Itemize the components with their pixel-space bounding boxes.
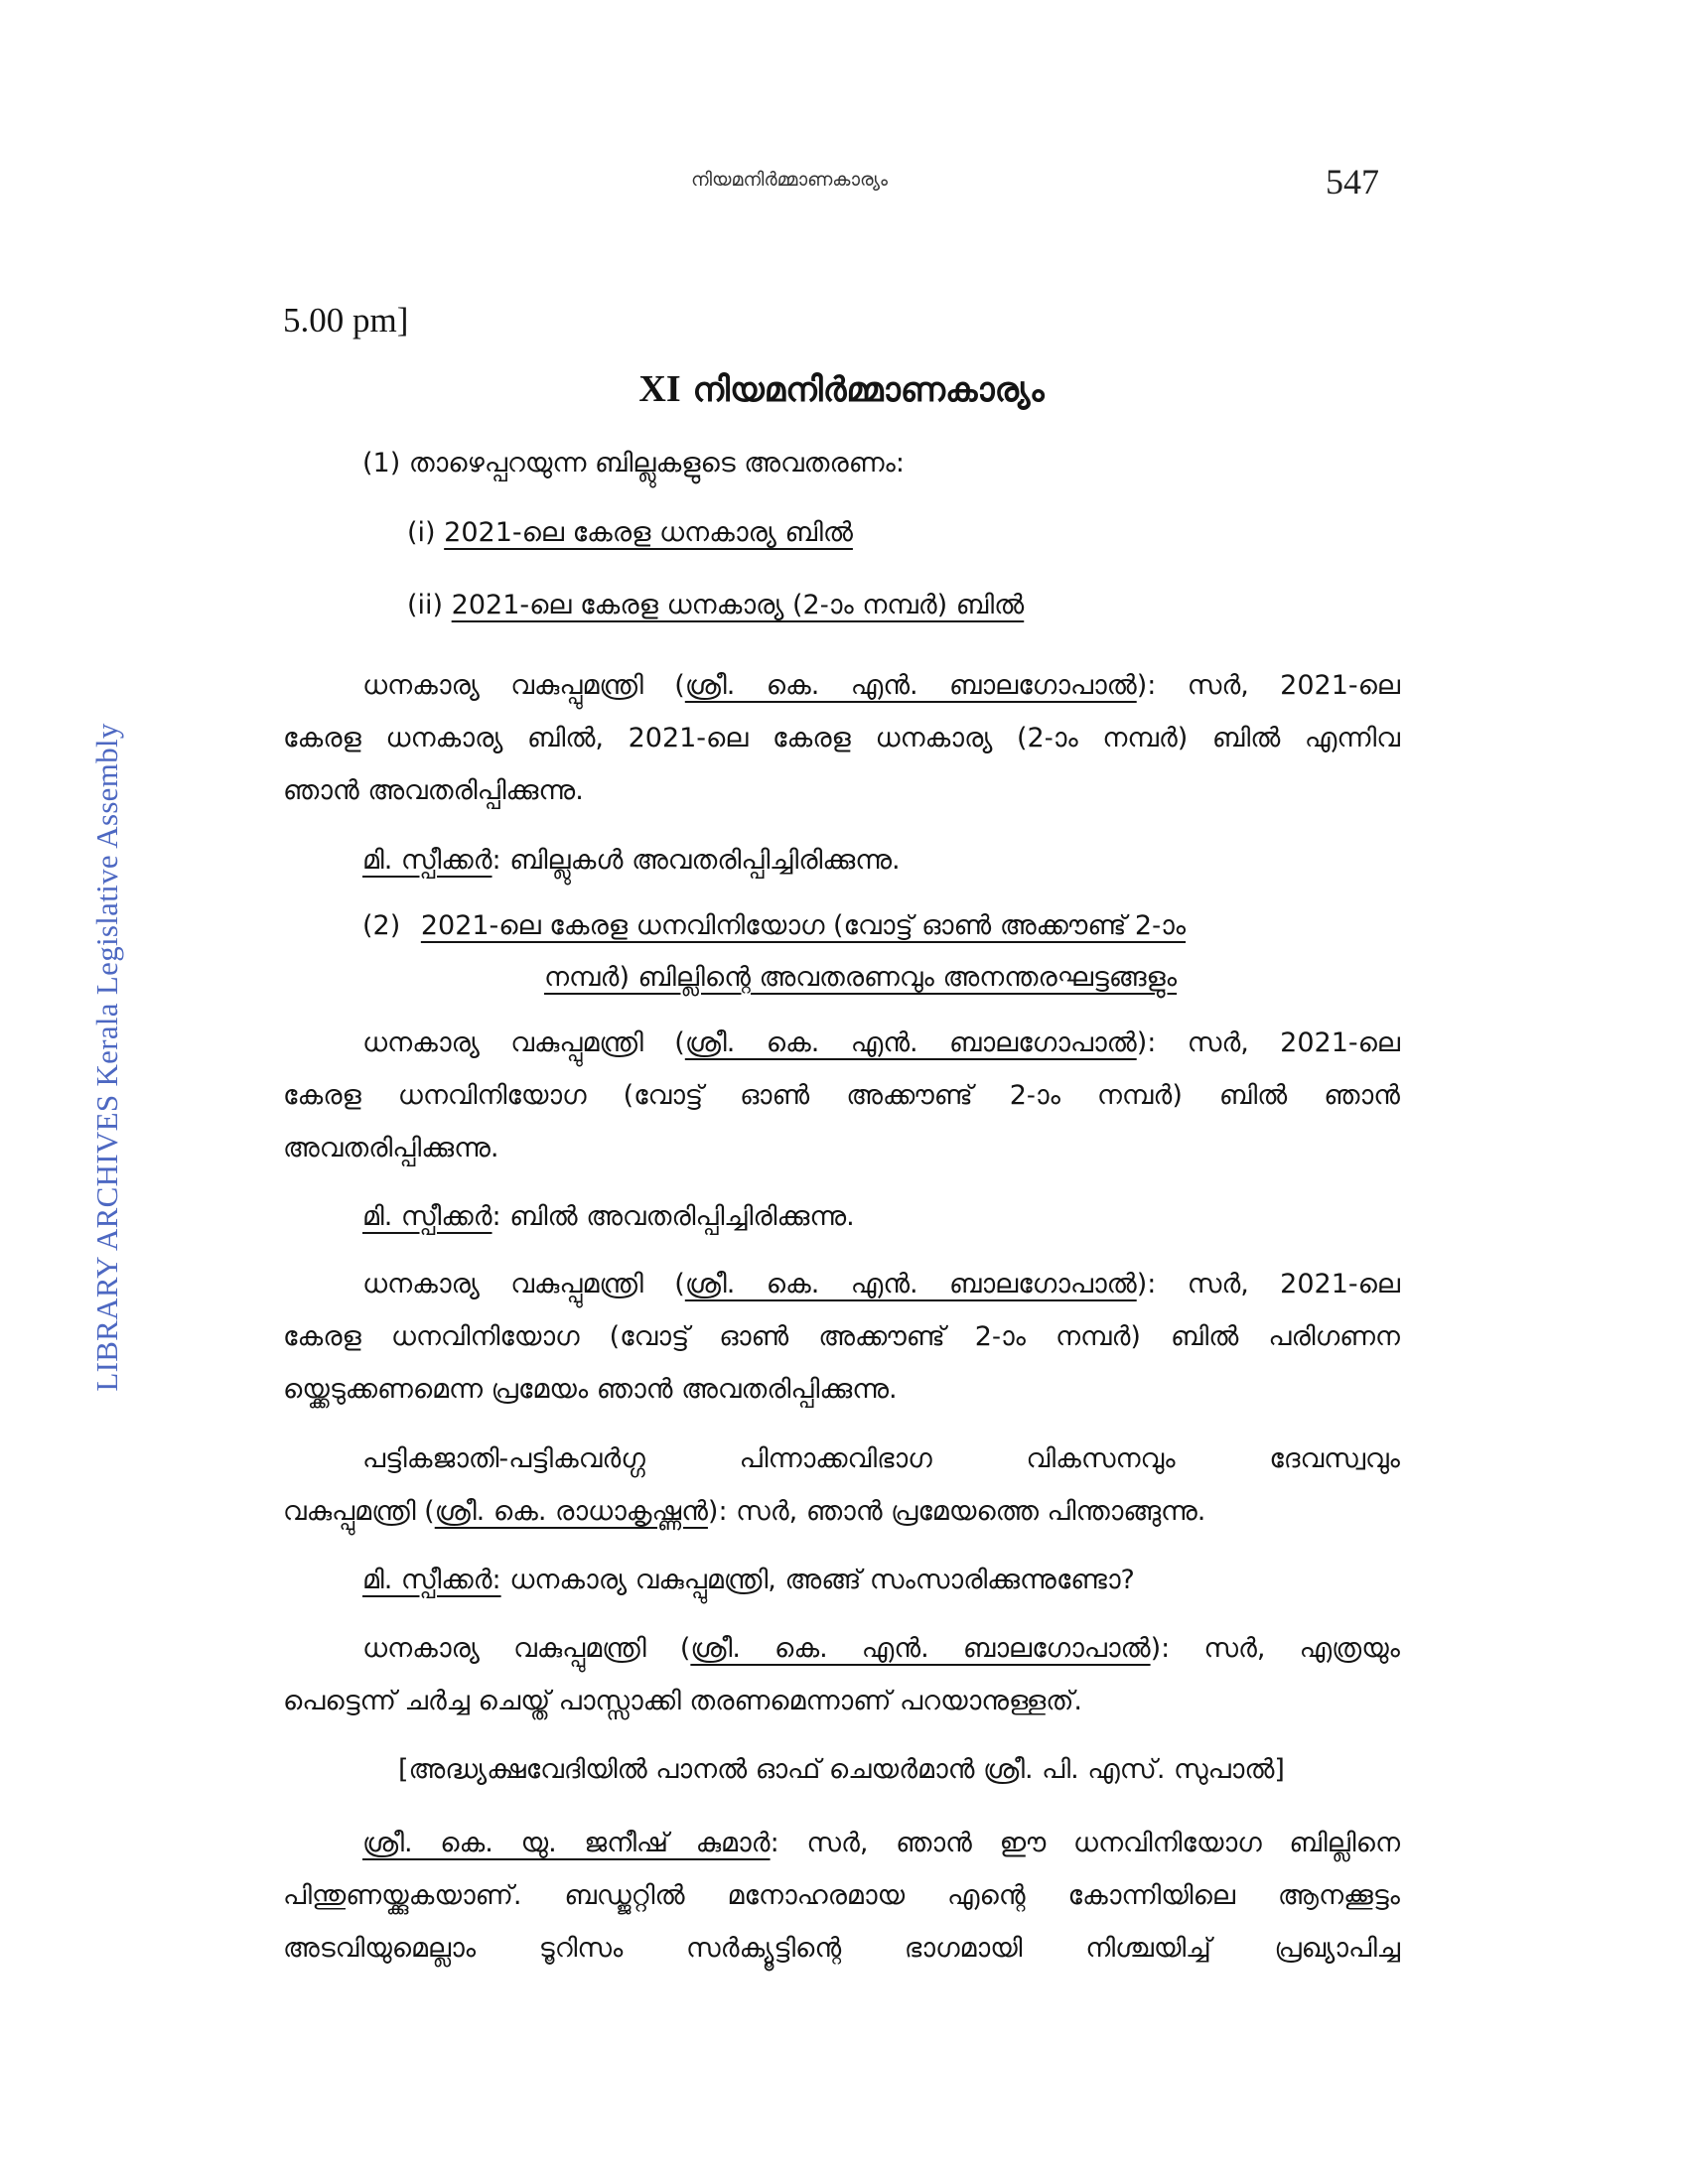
para2-speaker-name: ശ്രീ. കെ. എൻ. ബാലഗോപാൽ	[684, 1027, 1137, 1058]
item2-line2	[544, 951, 1400, 1005]
para4-line2	[283, 1485, 1400, 1539]
para5-speaker-name: ശ്രീ. കെ. എൻ. ബാലഗോപാൽ	[690, 1633, 1151, 1664]
item1-sub-i	[407, 506, 1400, 560]
item1-heading: (1) താഴെപ്പറയുന്ന ബില്ലുകളുടെ അവതരണം:	[362, 448, 905, 478]
sub-i-text: 2021-ലെ കേരള ധനകാര്യ ബിൽ	[444, 517, 853, 548]
para1-line2: കേരള ധനകാര്യ ബിൽ, 2021-ലെ കേരള ധനകാര്യ (2-ാം നമ്പർ) ബിൽ എന്നിവ	[283, 723, 1400, 753]
running-head: നിയമനിർമ്മാണകാര്യം	[691, 169, 888, 191]
para2-line2: കേരള ധനവിനിയോഗ (വോട്ട് ഓൺ അക്കൗണ്ട് 2-ാം നമ്പർ) ബിൽ ഞാൻ	[283, 1080, 1400, 1111]
page-number: 547	[1326, 162, 1379, 202]
para3-line1-rest: ): സർ, 2021-ലെ	[1136, 1269, 1401, 1299]
para1-line1-rest: ): സർ, 2021-ലെ	[1136, 670, 1401, 701]
para4-line1: പട്ടികജാതി-പട്ടികവർഗ്ഗ പിന്നാക്കവിഭാഗ വികസനവും ദേവസ്വവും	[362, 1443, 1400, 1474]
para1-speaker-name: ശ്രീ. കെ. എൻ. ബാലഗോപാൽ	[684, 670, 1137, 701]
speaker2-line	[362, 1190, 1400, 1244]
para3-line2: കേരള ധനവിനിയോഗ (വോട്ട് ഓൺ അക്കൗണ്ട് 2-ാം നമ്പർ) ബിൽ പരിഗണന	[283, 1321, 1400, 1352]
archive-watermark: LIBRARY ARCHIVES Kerala Legislative Assembly	[89, 723, 124, 1392]
para6-line2: പിന്തുണയ്ക്കുകയാണ്. ബഡ്ജറ്റിൽ മനോഹരമായ എന്റെ കോന്നിയിലെ ആനക്കൂട്ടം	[283, 1880, 1400, 1911]
para3-line3: യ്ക്കെടുക്കണമെന്ന പ്രമേയം ഞാൻ അവതരിപ്പിക്കുന്നു.	[283, 1374, 898, 1405]
para2-line1	[362, 1017, 1400, 1070]
para6-speaker-name: ശ്രീ. കെ. യു. ജനീഷ് കുമാർ	[362, 1828, 771, 1858]
para4-speaker-name: ശ്രീ. കെ. രാധാകൃഷ്ണൻ	[434, 1496, 708, 1527]
para3-line1	[362, 1258, 1400, 1311]
para4-prefix: വകുപ്പുമന്ത്രി (	[283, 1496, 435, 1527]
para1-line3: ഞാൻ അവതരിപ്പിക്കുന്നു.	[283, 775, 584, 806]
para3-prefix: ധനകാര്യ വകുപ്പുമന്ത്രി (	[362, 1269, 685, 1299]
para2-prefix: ധനകാര്യ വകുപ്പുമന്ത്രി (	[362, 1027, 685, 1058]
para2-line1-rest: ): സർ, 2021-ലെ	[1136, 1027, 1401, 1058]
para3-speaker-name: ശ്രീ. കെ. എൻ. ബാലഗോപാൽ	[684, 1269, 1137, 1299]
para1-prefix: ധനകാര്യ വകുപ്പുമന്ത്രി (	[362, 670, 685, 701]
para6-line3: അടവിയുമെല്ലാം ടൂറിസം സർക്യൂട്ടിന്റെ ഭാഗമായി നിശ്ചയിച്ച് പ്രഖ്യാപിച്ച	[283, 1933, 1400, 1964]
item2-marker: (2)	[362, 910, 401, 941]
para6-line1	[362, 1817, 1400, 1870]
section-title	[283, 367, 1400, 411]
section-number: XI	[638, 368, 681, 410]
para5-line1-rest: ): സർ, എത്രയും	[1150, 1633, 1400, 1664]
item2-line2-text: നമ്പർ) ബില്ലിന്റെ അവതരണവും അനന്തരഘട്ടങ്ങളും	[544, 962, 1178, 993]
para1-line1	[362, 659, 1400, 713]
section-title-text: നിയമനിർമ്മാണകാര്യം	[692, 370, 1045, 410]
sub-ii-text: 2021-ലെ കേരള ധനകാര്യ (2-ാം നമ്പർ) ബിൽ	[451, 590, 1025, 620]
item2-line1-text: 2021-ലെ കേരള ധനവിനിയോഗ (വോട്ട് ഓൺ അക്കൗണ്ട് 2-ാം	[420, 910, 1187, 941]
para4-line2-rest: ): സർ, ഞാൻ പ്രമേയത്തെ പിന്താങ്ങുന്നു.	[707, 1496, 1206, 1527]
speaker2-text: : ബിൽ അവതരിപ്പിച്ചിരിക്കുന്നു.	[492, 1201, 855, 1232]
speaker3-name: മി. സ്പീക്കർ:	[362, 1565, 501, 1595]
sub-i-marker: (i)	[407, 517, 436, 548]
speaker3-text: ധനകാര്യ വകുപ്പുമന്ത്രി, അങ്ങ് സംസാരിക്കുന്നുണ്ടോ?	[500, 1565, 1135, 1595]
speaker1-line	[362, 834, 1400, 887]
item1-sub-ii	[407, 579, 1400, 632]
sub-ii-marker: (ii)	[407, 590, 444, 620]
para5-prefix: ധനകാര്യ വകുപ്പുമന്ത്രി (	[362, 1633, 691, 1664]
speaker2-name: മി. സ്പീക്കർ	[362, 1201, 492, 1232]
para2-line3: അവതരിപ്പിക്കുന്നു.	[283, 1133, 499, 1163]
speaker1-text: : ബില്ലുകൾ അവതരിപ്പിച്ചിരിക്കുന്നു.	[492, 845, 901, 876]
speaker3-line	[362, 1554, 1400, 1607]
para6-line1-rest: : സർ, ഞാൻ ഈ ധനവിനിയോഗ ബില്ലിനെ	[770, 1828, 1400, 1858]
chair-note: [അദ്ധ്യക്ഷവേദിയിൽ പാനൽ ഓഫ് ചെയർമാൻ ശ്രീ. പി. എസ്. സുപാൽ]	[398, 1754, 1285, 1785]
para5-line1	[362, 1622, 1400, 1676]
speaker1-name: മി. സ്പീക്കർ	[362, 845, 492, 876]
time-stamp: 5.00 pm]	[283, 301, 409, 340]
para5-line2: പെട്ടെന്ന് ചർച്ച ചെയ്ത് പാസ്സാക്കി തരണമെന്നാണ് പറയാനുള്ളത്.	[283, 1686, 1082, 1716]
item2-line1	[362, 899, 1400, 953]
